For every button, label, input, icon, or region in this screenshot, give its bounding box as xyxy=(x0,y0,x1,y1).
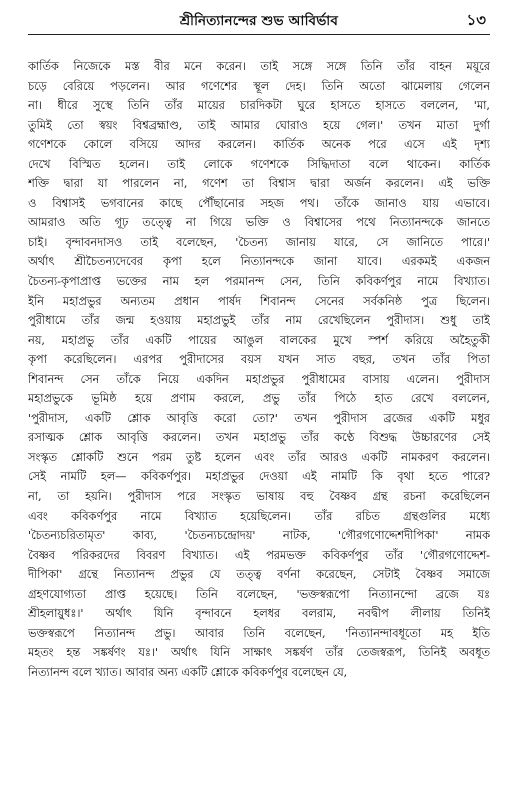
text-line: চড়ে বেরিয়ে পড়লেন। আর গণেশের স্থূল দেহ। তিনি অতো ঝামেলায় গেলেন xyxy=(28,79,490,93)
text-line: মহাপ্রভুকে ভূমিষ্ঠ হয়ে প্রণাম করলে, প্রভু তাঁর পিঠে হাত রেখে বললেন, xyxy=(28,392,490,406)
text-line: ইনি মহাপ্রভুর অন্যতম প্রধান পার্ষদ শিবানন্দ সেনের সর্বকনিষ্ঠ পুত্র ছিলেন। xyxy=(28,294,490,308)
text-line: ও বিশ্বাসই ভগবানের কাছে পৌঁছানোর সহজ পথ। তাঁকে জানাও যায় এভাবে। xyxy=(28,196,490,210)
text-line: 'চৈতন্যচরিতামৃত' কাব্য, 'চৈতন্যচন্দ্রোদয়' নাটক, 'গৌরগণোদ্দেশদীপিকা' নামক xyxy=(28,529,490,543)
text-line: না, তা হয়নি। পুরীদাস পরে সংস্কৃত ভাষায় বহু বৈষ্ণব গ্রন্থ রচনা করেছিলেন xyxy=(28,490,490,504)
text-line: ভক্তস্বরূপে নিত্যানন্দ প্রভু। আবার তিনি বলেছেন, 'নিত্যানন্দাবধূতো মহ ইতি xyxy=(28,626,490,640)
text-line: সংস্কৃত শ্লোকটি শুনে পরম তুষ্ট হলেন এবং তাঁর আরও একটি নামকরণ করলেন। xyxy=(28,450,490,464)
text-line: শিবানন্দ সেন তাঁকে নিয়ে একদিন মহাপ্রভুর পুরীধামের বাসায় এলেন। পুরীদাস xyxy=(28,372,490,386)
page-header xyxy=(28,4,490,35)
text-line: শক্তি দ্বারা যা পারলেন না, গণেশ তা বিশ্বাস দ্বারা অর্জন করলেন। এই ভক্তি xyxy=(28,177,490,191)
running-head: শ্রীনিত্যানন্দের শুভ আবির্ভাব xyxy=(179,13,339,29)
page-number: ১৩ xyxy=(466,11,486,29)
text-line: তুমিই তো স্বয়ং বিশ্বব্রহ্মাণ্ড, তাই আমার ঘোরাও হয়ে গেল।' তখন মাতা দুর্গা xyxy=(28,118,490,132)
text-line: নয়, মহাপ্রভু তাঁর একটি পায়ের আঙুল বালকের মুখে স্পর্শ করিয়ে অহৈতুকী xyxy=(28,333,490,347)
text-line: রসাত্মক শ্লোক আবৃত্তি করলেন। তখন মহাপ্রভু তাঁর কণ্ঠে বিশুদ্ধ উচ্চারণের সেই xyxy=(28,431,490,445)
text-line: না। ধীরে সুস্থে তিনি তাঁর মায়ের চারদিকটা ঘুরে হাসতে হাসতে বললেন, 'মা, xyxy=(28,99,490,113)
text-line: কৃপা করেছিলেন। এরপর পুরীদাসের বয়স যখন সাত বছর, তখন তাঁর পিতা xyxy=(28,353,490,367)
text-line: দীপিকা' গ্রন্থে নিত্যানন্দ প্রভুর যে তত্ত্ব বর্ণনা করেছেন, সেটাই বৈষ্ণব সমাজে xyxy=(28,568,490,582)
text-line: শ্রীহলায়ুধঃ।' অর্থাৎ যিনি বৃন্দাবনে হলধর বলরাম, নবদ্বীপ লীলায় তিনিই xyxy=(28,607,490,621)
text-line: আমরাও অতি গূঢ় তত্ত্বে না গিয়ে ভক্তি ও বিশ্বাসের পথে নিত্যানন্দকে জানতে xyxy=(28,216,490,230)
text-line: সেই নামটি হল— কবিকর্ণপুর। মহাপ্রভুর দেওয়া এই নামটি কি বৃথা হতে পারে? xyxy=(28,470,490,484)
body-text xyxy=(28,57,490,683)
text-line: নিত্যানন্দ বলে খ্যাত। আবার অন্য একটি শ্লোকে কবিকর্ণপুর বলেছেন যে, xyxy=(28,665,348,679)
text-line: অর্থাৎ শ্রীচৈতন্যদেবের কৃপা হলে নিত্যানন্দকে জানা যাবে। এরকমই একজন xyxy=(28,255,490,269)
text-line: পুরীধামে তাঁর জন্ম হওয়ায় মহাপ্রভুই তাঁর নাম রেখেছিলেন পুরীদাস। শুধু তাই xyxy=(28,314,490,328)
text-line: এবং কবিকর্ণপুর নামে বিখ্যাত হয়েছিলেন। তাঁর রচিত গ্রন্থগুলির মধ্যে xyxy=(28,509,490,523)
text-line: গ্রহণযোগ্যতা প্রাপ্ত হয়েছে। তিনি বলেছেন, 'ভক্তস্বরূপো নিত্যানন্দো ব্রজে যঃ xyxy=(28,587,490,601)
text-line: গণেশকে কোলে বসিয়ে আদর করলেন। কার্তিক অনেক পরে এসে এই দৃশ্য xyxy=(28,138,490,152)
text-line: দেখে বিস্মিত হলেন। তাই লোকে গণেশকে সিদ্ধিদাতা বলে থাকেন। কার্তিক xyxy=(28,157,490,171)
text-line: চৈতন্য-কৃপাপ্রাপ্ত ভক্তের নাম হল পরমানন্দ সেন, তিনি কবিকর্ণপুর নামে বিখ্যাত। xyxy=(28,275,490,289)
text-line: চাই। বৃন্দাবনদাসও তাই বলেছেন, 'চৈতন্য জানায় যারে, সে জানিতে পারে।' xyxy=(28,235,490,249)
text-line: বৈষ্ণব পরিকরদের বিবরণ বিখ্যাত। এই পরমভক্ত কবিকর্ণপুর তাঁর 'গৌরগণোদ্দেশ- xyxy=(28,548,490,562)
text-line: কার্তিক নিজেকে মস্ত বীর মনে করেন। তাই সঙ্গে সঙ্গে তিনি তাঁর বাহন ময়ূরে xyxy=(28,60,490,73)
text-line: মহতং হন্ত সঙ্কর্ষণং যঃ।' অর্থাৎ যিনি সাক্ষাৎ সঙ্কর্ষণ তাঁর তেজস্বরূপ, তিনিই অবধূত xyxy=(28,646,490,660)
text-line: 'পুরীদাস, একটি শ্লোক আবৃত্তি করো তো?' তখন পুরীদাস ব্রজের একটি মধুর xyxy=(28,411,490,425)
